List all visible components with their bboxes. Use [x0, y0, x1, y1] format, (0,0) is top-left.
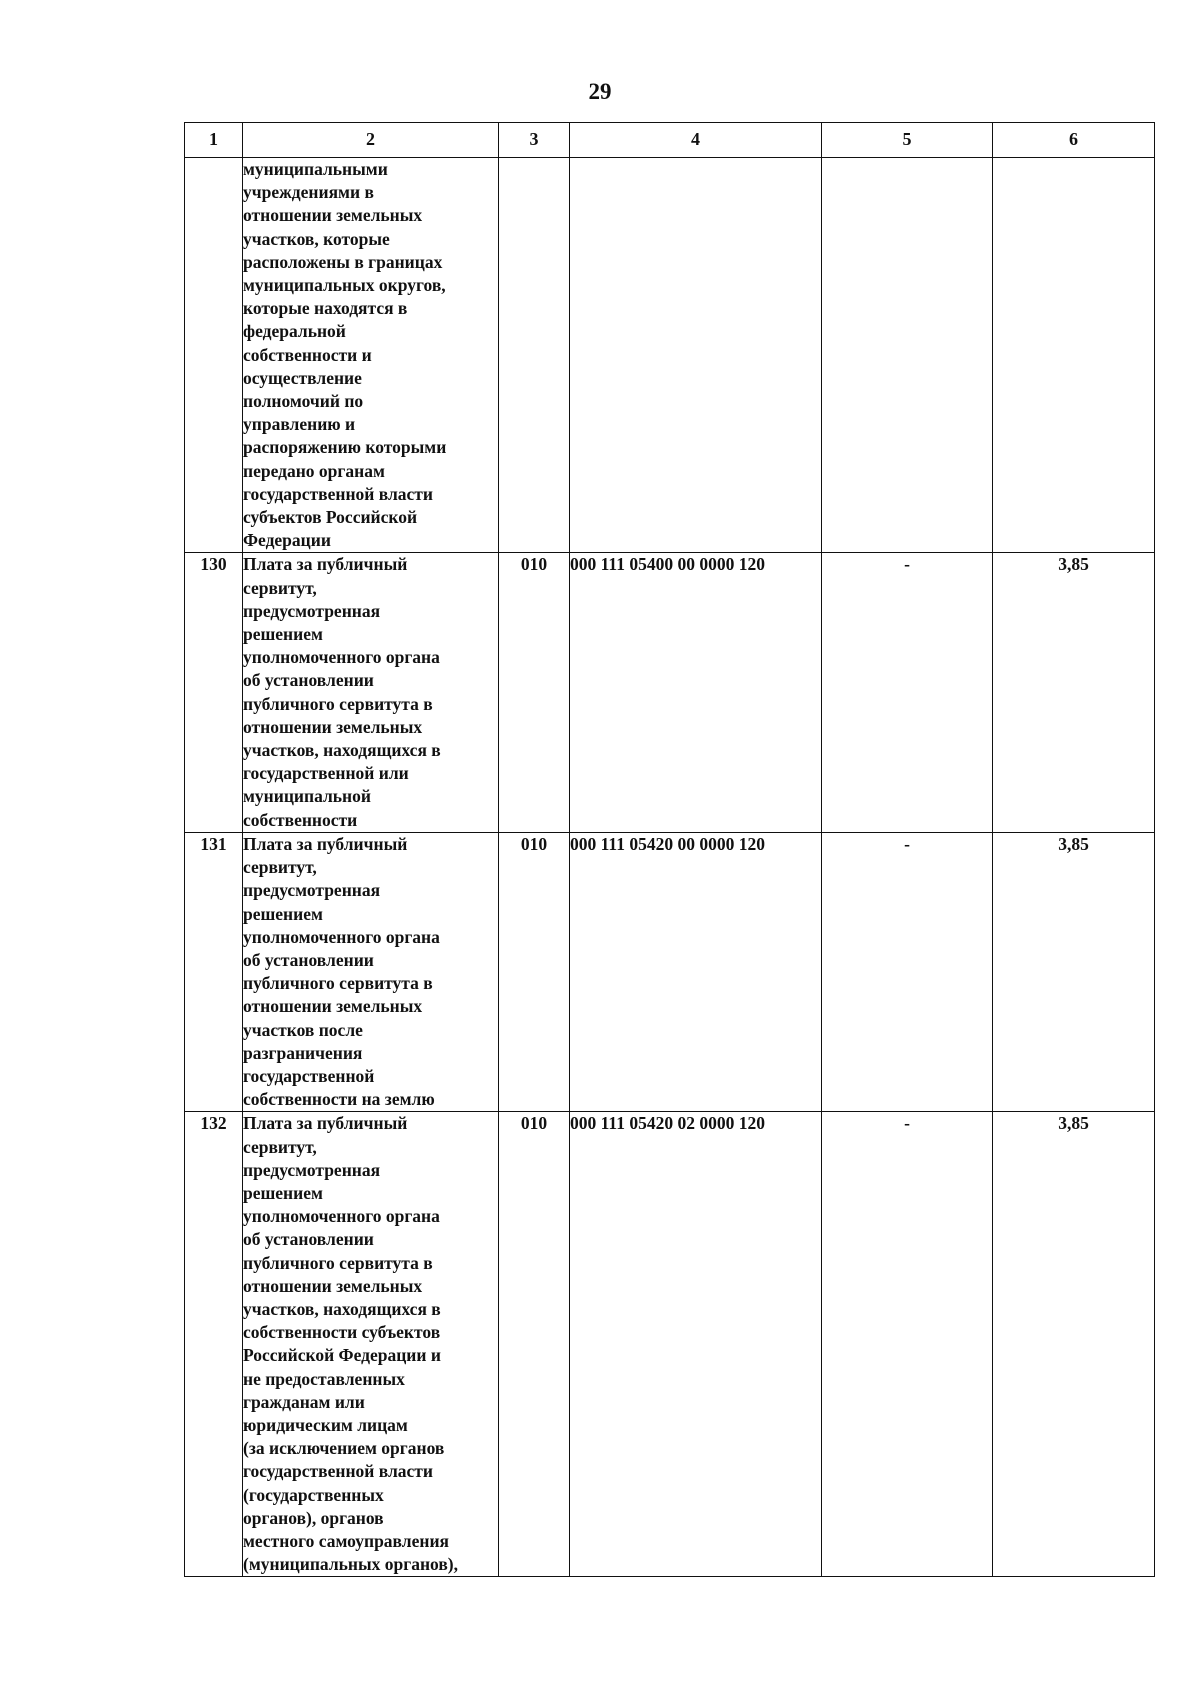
column-6-cell	[993, 158, 1155, 553]
description-line: субъектов Российской	[243, 507, 418, 528]
revenue-table	[184, 122, 1155, 1577]
description-line: участков, находящихся в	[243, 1298, 441, 1319]
table-body	[185, 158, 1155, 1577]
description-cell	[243, 832, 499, 1111]
description-line: государственной	[243, 1065, 375, 1086]
description-line: разграничения	[243, 1042, 363, 1063]
description-line: об установлении	[243, 670, 374, 691]
description-line: муниципальными	[243, 159, 388, 179]
description-line: об установлении	[243, 949, 374, 970]
description-line: Федерации	[243, 530, 331, 551]
row-number-cell: 132	[185, 1112, 243, 1577]
header-row	[185, 123, 1155, 158]
description-line: распоряжению которыми	[243, 437, 447, 458]
description-line: решением	[243, 1182, 323, 1203]
description-line: передано органам	[243, 460, 385, 481]
description-line: публичного сервитута в	[243, 973, 433, 994]
table-row	[185, 553, 1155, 832]
description-line: сервитут,	[243, 1136, 317, 1157]
header-col-1: 1	[185, 123, 243, 158]
description-line: участков, которые	[243, 228, 390, 249]
table-header	[185, 123, 1155, 158]
description-line: отношении земельных	[243, 716, 423, 737]
description-line: Плата за публичный	[243, 1113, 408, 1134]
description-line: (государственных	[243, 1484, 384, 1505]
description-line: предусмотренная	[243, 1159, 381, 1180]
description-cell	[243, 158, 499, 553]
description-line: собственности на землю	[243, 1089, 435, 1110]
column-5-cell	[822, 158, 993, 553]
description-line: об установлении	[243, 1229, 374, 1250]
column-3-cell	[499, 158, 570, 553]
description-line: Плата за публичный	[243, 833, 408, 854]
description-cell	[243, 553, 499, 832]
description-line: государственной власти	[243, 1461, 433, 1482]
header-col-5: 5	[822, 123, 993, 158]
description-line: отношении земельных	[243, 205, 423, 226]
column-5-cell: -	[822, 1112, 993, 1577]
description-line: не предоставленных	[243, 1368, 405, 1389]
description-line: расположены в границах	[243, 251, 443, 272]
header-col-4: 4	[570, 123, 822, 158]
description-line: публичного сервитута в	[243, 1252, 433, 1273]
description-line: (за исключением органов	[243, 1438, 445, 1459]
description-line: федеральной	[243, 321, 346, 342]
column-6-cell: 3,85	[993, 1112, 1155, 1577]
description-line: публичного сервитута в	[243, 693, 433, 714]
description-line: учреждениями в	[243, 182, 374, 203]
description-line: органов), органов	[243, 1507, 384, 1528]
header-col-6: 6	[993, 123, 1155, 158]
table-row	[185, 832, 1155, 1111]
column-6-cell: 3,85	[993, 832, 1155, 1111]
header-col-2: 2	[243, 123, 499, 158]
column-5-cell: -	[822, 832, 993, 1111]
description-line: решением	[243, 903, 323, 924]
row-number-cell: 131	[185, 832, 243, 1111]
description-line: юридическим лицам	[243, 1414, 408, 1435]
row-number-cell: 130	[185, 553, 243, 832]
description-line: предусмотренная	[243, 880, 381, 901]
description-line: уполномоченного органа	[243, 1206, 440, 1227]
description-line: муниципальной	[243, 786, 371, 807]
description-line: Плата за публичный	[243, 554, 408, 575]
row-number-cell	[185, 158, 243, 553]
description-cell	[243, 1112, 499, 1577]
classification-code-cell: 000 111 05420 02 0000 120	[570, 1112, 822, 1577]
description-line: собственности субъектов	[243, 1322, 441, 1343]
description-line: местного самоуправления	[243, 1530, 449, 1551]
description-line: (муниципальных органов),	[243, 1554, 458, 1575]
classification-code-cell: 000 111 05400 00 0000 120	[570, 553, 822, 832]
description-line: сервитут,	[243, 857, 317, 878]
description-line: полномочий по	[243, 391, 364, 412]
description-line: муниципальных округов,	[243, 275, 446, 296]
description-line: предусмотренная	[243, 600, 381, 621]
description-line: уполномоченного органа	[243, 926, 440, 947]
column-6-cell: 3,85	[993, 553, 1155, 832]
description-line: уполномоченного органа	[243, 647, 440, 668]
description-line: Российской Федерации и	[243, 1345, 441, 1366]
description-line: государственной или	[243, 763, 409, 784]
description-line: участков, находящихся в	[243, 740, 441, 761]
description-line: собственности и	[243, 344, 372, 365]
description-line: участков после	[243, 1019, 363, 1040]
column-3-cell: 010	[499, 832, 570, 1111]
classification-code-cell: 000 111 05420 00 0000 120	[570, 832, 822, 1111]
description-line: осуществление	[243, 367, 362, 388]
table-row	[185, 158, 1155, 553]
description-line: государственной власти	[243, 483, 433, 504]
column-3-cell: 010	[499, 1112, 570, 1577]
header-col-3: 3	[499, 123, 570, 158]
description-line: отношении земельных	[243, 1275, 423, 1296]
description-line: отношении земельных	[243, 996, 423, 1017]
column-5-cell: -	[822, 553, 993, 832]
page-number: 29	[588, 79, 612, 104]
classification-code-cell	[570, 158, 822, 553]
description-line: гражданам или	[243, 1391, 365, 1412]
description-line: собственности	[243, 809, 358, 830]
description-line: управлению и	[243, 414, 356, 435]
table-row	[185, 1112, 1155, 1577]
column-3-cell: 010	[499, 553, 570, 832]
description-line: которые находятся в	[243, 298, 408, 319]
description-line: сервитут,	[243, 577, 317, 598]
description-line: решением	[243, 624, 323, 645]
